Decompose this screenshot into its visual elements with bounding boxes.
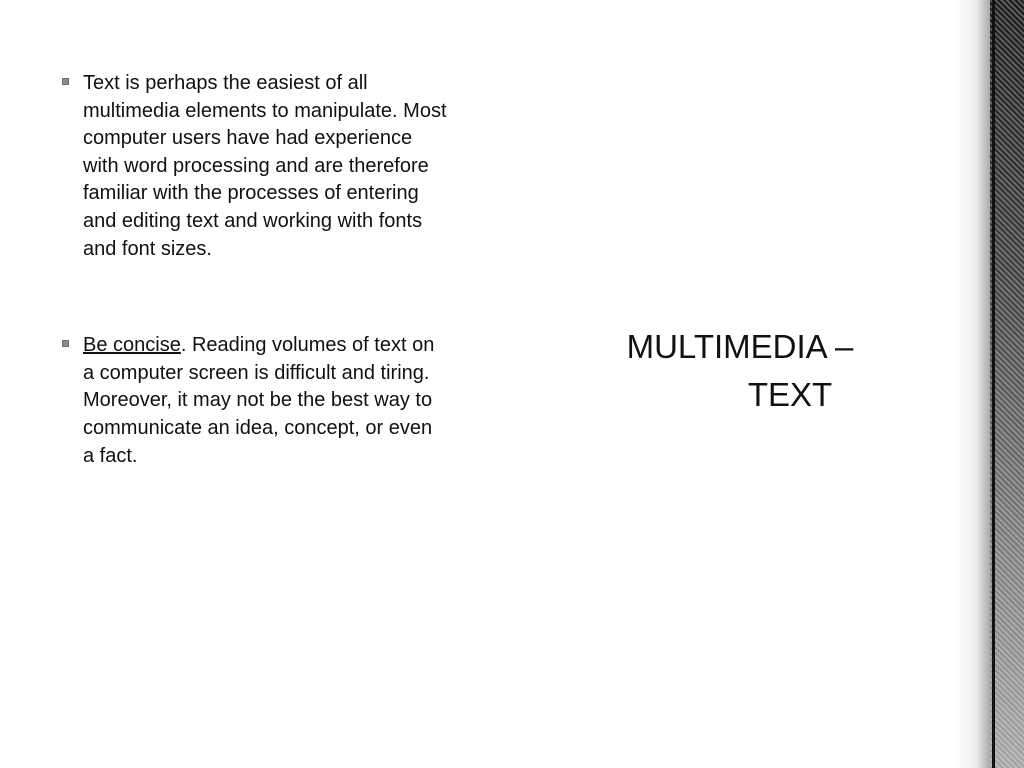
bullet-text: . Reading volumes of text on a computer screen is difficult and tiring. Moreover, it may not be the best way to communicate an idea, concept, or even a fact. (83, 334, 435, 467)
bullet-item-1 (58, 70, 448, 263)
square-bullet-icon (62, 340, 69, 347)
bullet-text: Text is perhaps the easiest of all multimedia elements to manipulate. Most computer users have had experience with word processing and are therefore familiar with the processes of entering and editing text and working with fonts and font sizes. (83, 72, 447, 260)
slide-title-line-1: MULTIMEDIA – (626, 328, 854, 365)
slide-edge-shadow (955, 0, 990, 768)
slide-title-line-2: TEXT (747, 376, 833, 413)
slide-title (590, 323, 890, 419)
bullet-list (58, 70, 448, 470)
bullet-emphasis: Be concise (83, 334, 181, 357)
decorative-edge-band (990, 0, 1024, 768)
square-bullet-icon (62, 78, 69, 85)
decorative-edge-line (992, 0, 995, 768)
bullet-item-2 (58, 332, 448, 470)
